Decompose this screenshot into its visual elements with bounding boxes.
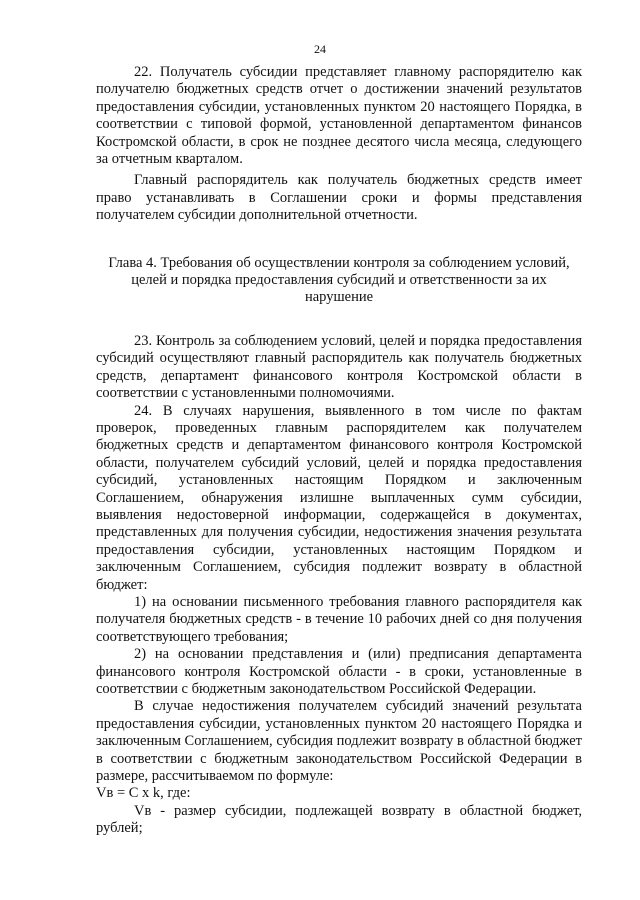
paragraph-22: 22. Получатель субсидии представляет главному распорядителю как получателю бюджетных средств отчет о достижении значений результатов предоставления субсидии, установленных пунктом 20 настоящего Порядка, в соответствии с типовой формой, установленной департаментом финансов Костромской области, в срок не позднее десятого числа месяца, следующего за отчетным кварталом.	[96, 64, 582, 168]
paragraph-vv-definition: Vв - размер субсидии, подлежащей возврату в областной бюджет, рублей;	[96, 802, 582, 837]
chapter-4-heading: Глава 4. Требования об осуществлении контроля за соблюдением условий, целей и порядка предоставления субсидий и ответственности за их нарушение	[108, 254, 570, 306]
formula: Vв = C x k, где:	[96, 785, 191, 802]
document-body	[96, 64, 582, 838]
paragraph-24: 24. В случаях нарушения, выявленного в том числе по фактам проверок, проведенных главным распорядителем как получателем бюджетных средств и департаментом финансового контроля Костромской области, получателем субсидий условий, целей и порядка предоставления субсидий, установленных настоящим Порядком и заключенным Соглашением, обнаружения излишне выплаченных сумм субсидии, выявления недостоверной информации, содержащейся в документах, представленных для получения субсидии, недостижения значения результата предоставления субсидии, установленных настоящим Порядком и заключенным Соглашением, субсидия подлежит возврату в областной бюджет:	[96, 402, 582, 593]
paragraph-23: 23. Контроль за соблюдением условий, целей и порядка предоставления субсидий осуществляют главный распорядитель как получатель бюджетных средств, департамент финансового контроля Костромской области в соответствии с установленными полномочиями.	[96, 332, 582, 402]
paragraph-case: В случае недостижения получателем субсидий значений результата предоставления субсидии, установленных пунктом 20 настоящего Порядка и заключенным Соглашением, субсидия подлежит возврату в областной бюджет в соответствии с бюджетным законодательством Российской Федерации в размере, рассчитываемом по формуле:	[96, 698, 582, 785]
paragraph-22-additional: Главный распорядитель как получатель бюджетных средств имеет право устанавливать в Соглашении сроки и формы представления получателем субсидии дополнительной отчетности.	[96, 172, 582, 224]
page-number: 24	[314, 42, 326, 56]
list-item-1: 1) на основании письменного требования главного распорядителя как получателя бюджетных средств - в течение 10 рабочих дней со дня получения соответствующего требования;	[96, 593, 582, 645]
list-item-2: 2) на основании представления и (или) предписания департамента финансового контроля Костромской области - в сроки, установленные в соответствии с бюджетным законодательством Российской Федерации.	[96, 646, 582, 697]
